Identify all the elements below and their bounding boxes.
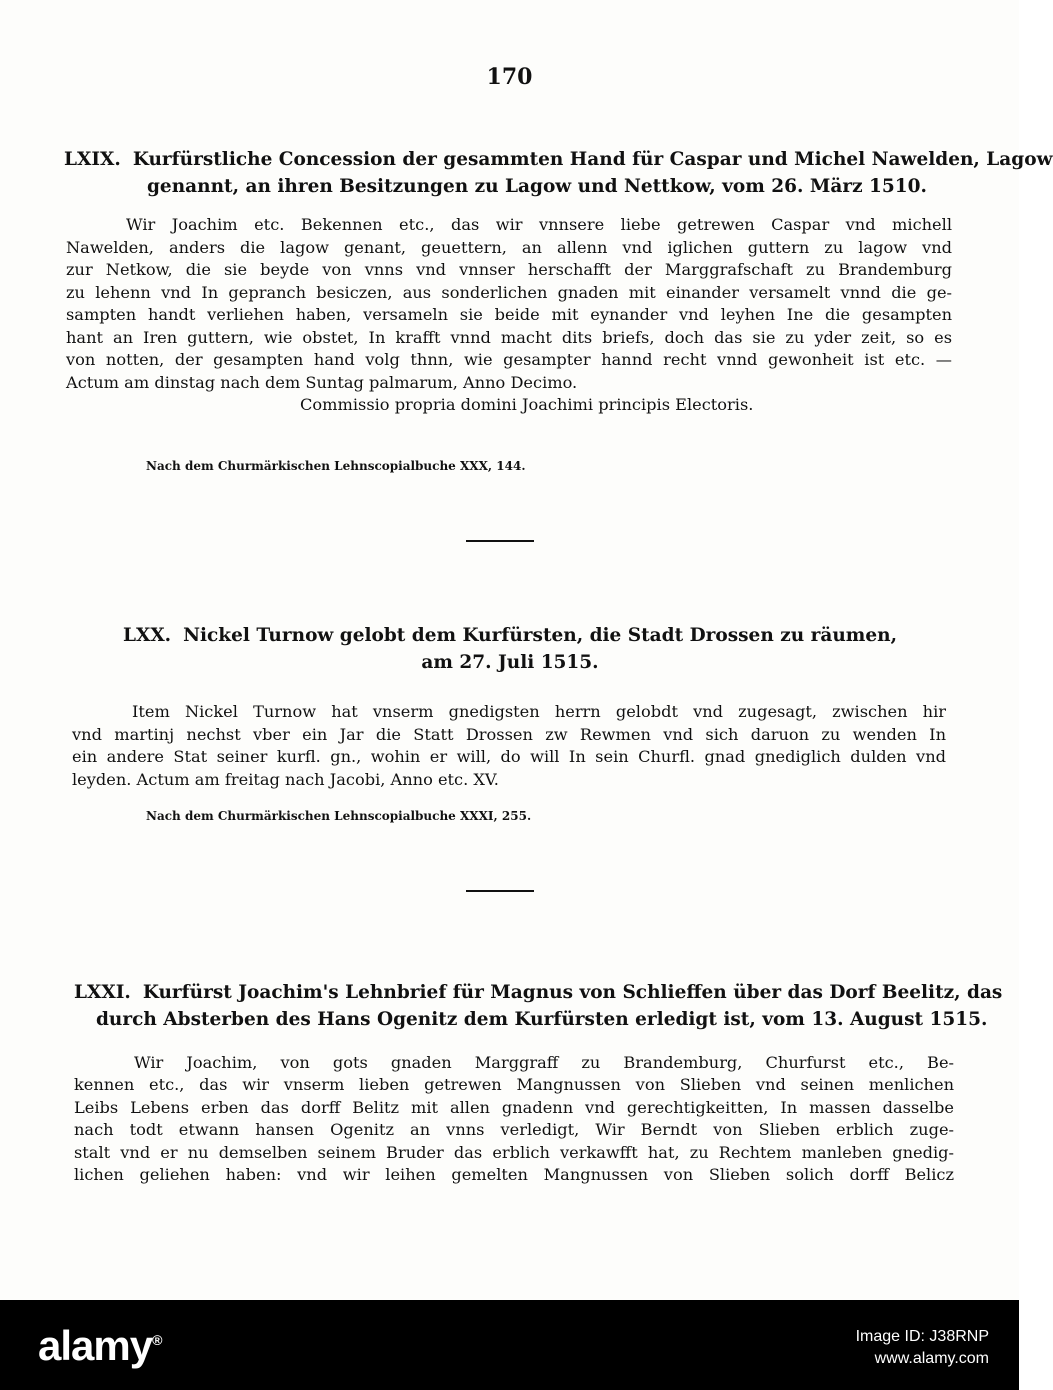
body-line: lichen geliehen haben: vnd wir leihen gemelten Mangnussen von Slieben solich dorff Belicz xyxy=(74,1165,954,1185)
body-line: Leibs Lebens erben das dorff Belitz mit allen gnadenn vnd gerechtigkeitten, In massen dasselbe xyxy=(74,1097,954,1117)
body-line: Nawelden, anders die lagow genant, geuettern, an allenn vnd iglichen guttern zu lagow vnd xyxy=(66,237,952,257)
section-number: LXIX. xyxy=(64,149,121,170)
source-note: Nach dem Churmärkischen Lehnscopialbuche XXX, 144. xyxy=(146,459,526,473)
section-number: LXX. xyxy=(122,625,172,646)
image-info xyxy=(856,1326,989,1370)
body-line: Item Nickel Turnow hat vnserm gnedigsten herrn gelobdt vnd zugesagt, zwischen hir xyxy=(132,702,946,721)
section-body-lxxi xyxy=(74,1052,954,1186)
registered-mark: ® xyxy=(152,1332,162,1348)
body-line: zur Netkow, die sie beyde von vnns vnd vnnser herschafft der Marggrafschaft zu Brandemburg xyxy=(66,260,952,279)
body-line: hant an Iren guttern, wie obstet, In krafft vnnd macht dits briefs, doch das sie zu yder zeit, so es xyxy=(66,327,952,347)
heading-line: Kurfürstliche Concession der gesammten Hand für Caspar und Michel Nawelden, Lagow xyxy=(132,149,1053,170)
section-body-lxx xyxy=(72,701,946,791)
image-id: Image ID: J38RNP xyxy=(855,1328,989,1345)
body-line: Actum am dinstag nach dem Suntag palmarum, Anno Decimo. xyxy=(66,372,578,392)
section-body-lxix xyxy=(66,214,952,417)
heading-line: am 27. Juli 1515. xyxy=(421,652,599,673)
section-divider xyxy=(466,890,534,892)
body-line: ein andere Stat seiner kurfl. gn., wohin er will, do will In sein Churfl. gnad gnediglich dulden vnd xyxy=(72,747,946,766)
body-line: vnd martinj nechst vber ein Jar die Statt Drossen zw Rewmen vnd sich daruon zu wenden In xyxy=(72,724,946,744)
source-note: Nach dem Churmärkischen Lehnscopialbuche XXXI, 255. xyxy=(146,809,532,823)
site-url: www.alamy.com xyxy=(874,1350,989,1367)
stock-watermark-bar xyxy=(0,1300,1019,1390)
heading-line: Kurfürst Joachim's Lehnbrief für Magnus von Schlieffen über das Dorf Beelitz, das xyxy=(142,982,1003,1003)
section-divider xyxy=(466,540,534,542)
heading-line: durch Absterben des Hans Ogenitz dem Kurfürsten erledigt ist, vom 13. August 1515. xyxy=(96,1009,988,1030)
section-number: LXXI. xyxy=(74,982,131,1003)
body-line: Wir Joachim, von gots gnaden Marggraff zu Brandemburg, Churfurst etc., Be- xyxy=(134,1053,954,1072)
body-line: stalt vnd er nu demselben seinem Bruder das erblich verkawfft hat, zu Rechtem manleben gnedig- xyxy=(74,1142,954,1162)
section-heading-lxix xyxy=(64,146,1053,200)
body-line: zu lehenn vnd In gepranch besiczen, aus sonderlichen gnaden mit einander versamelt vnnd die ge- xyxy=(66,282,952,302)
body-line: Wir Joachim etc. Bekennen etc., das wir vnnsere liebe getrewen Caspar vnd michell xyxy=(126,215,952,234)
body-line: leyden. Actum am freitag nach Jacobi, Anno etc. XV. xyxy=(72,769,499,789)
heading-line: genannt, an ihren Besitzungen zu Lagow und Nettkow, vom 26. März 1510. xyxy=(147,176,927,197)
alamy-logo: alamy® xyxy=(38,1322,162,1369)
page-number: 170 xyxy=(486,64,533,90)
body-line: nach todt etwann hansen Ogenitz an vnns verledigt, Wir Berndt von Slieben erblich zuge- xyxy=(74,1120,954,1140)
section-heading-lxxi xyxy=(74,979,1003,1033)
signature-line: Commissio propria domini Joachimi principis Electoris. xyxy=(300,395,754,414)
body-line: sampten handt verliehen haben, versameln sie beide mit eynander vnd leyhen Ine die gesampten xyxy=(66,305,952,324)
section-heading-lxx xyxy=(60,622,960,676)
body-line: kennen etc., das wir vnserm lieben getrewen Mangnussen von Slieben vnd seinen menlichen xyxy=(74,1075,954,1095)
body-line: von notten, der gesampten hand volg thnn, wie gesampter hannd recht vnnd gewonheit ist etc. — xyxy=(66,350,952,369)
heading-line: Nickel Turnow gelobt dem Kurfürsten, die Stadt Drossen zu räumen, xyxy=(183,625,898,646)
